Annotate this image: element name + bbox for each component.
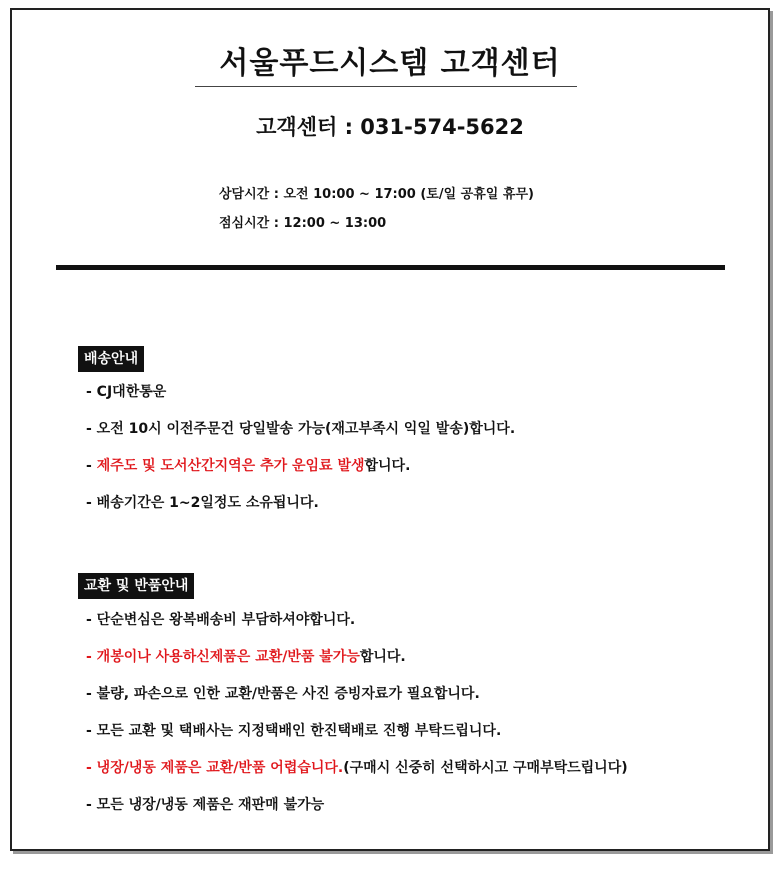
title-divider — [195, 86, 577, 87]
section-divider — [56, 265, 725, 270]
shipping-item: - 배송기간은 1~2일정도 소유됩니다. — [86, 495, 319, 511]
returns-item: - 불량, 파손으로 인한 교환/반품은 사진 증빙자료가 필요합니다. — [86, 686, 480, 702]
hours-block — [219, 180, 534, 238]
lunch-hours: 점심시간 : 12:00 ~ 13:00 — [219, 216, 387, 231]
returns-item: - 모든 교환 및 택배사는 지정택배인 한진택배로 진행 부탁드립니다. — [86, 723, 502, 739]
returns-item: - 모든 냉장/냉동 제품은 재판매 불가능 — [86, 797, 325, 813]
customer-center-phone: 고객센터 : 031-574-5622 — [256, 115, 524, 139]
warning-text: 제주도 및 도서산간지역은 추가 운임료 발생 — [96, 458, 365, 474]
returns-item: - 냉장/냉동 제품은 교환/반품 어렵습니다.(구매시 신중히 선택하시고 구매부탁드립니다) — [86, 760, 628, 776]
shipping-heading: 배송안내 — [78, 346, 144, 372]
shipping-item: - 제주도 및 도서산간지역은 추가 운임료 발생합니다. — [86, 458, 411, 474]
returns-list — [86, 609, 628, 831]
warning-text: - 개봉이나 사용하신제품은 교환/반품 불가능 — [86, 649, 360, 665]
shipping-item: - CJ대한통운 — [86, 384, 167, 400]
warning-text: - 냉장/냉동 제품은 교환/반품 어렵습니다. — [86, 760, 344, 776]
shipping-list — [86, 381, 515, 529]
returns-heading: 교환 및 반품안내 — [78, 573, 194, 599]
page-title: 서울푸드시스템 고객센터 — [219, 46, 561, 81]
shipping-item: - 오전 10시 이전주문건 당일발송 가능(재고부족시 익일 발송)합니다. — [86, 421, 516, 437]
returns-item: - 개봉이나 사용하신제품은 교환/반품 불가능합니다. — [86, 649, 406, 665]
returns-item: - 단순변심은 왕복배송비 부담하셔야합니다. — [86, 612, 356, 628]
consult-hours: 상담시간 : 오전 10:00 ~ 17:00 (토/일 공휴일 휴무) — [219, 187, 534, 202]
